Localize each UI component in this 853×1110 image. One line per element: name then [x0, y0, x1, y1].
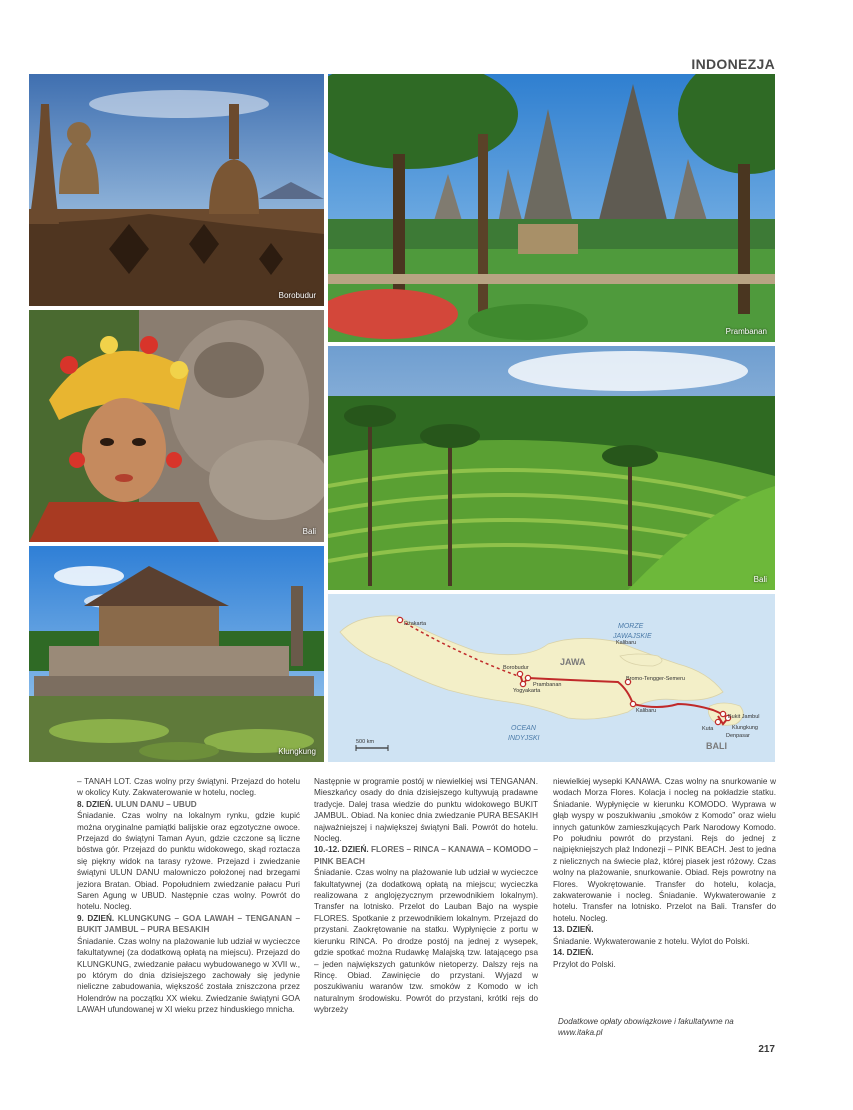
day-10-heading [314, 844, 538, 867]
map-place-denpasar: Denpasar [726, 733, 750, 739]
caption-prambanan: Prambanan [725, 327, 767, 336]
map-place-bukit-jambul: Bukit Jambul [728, 714, 760, 720]
page-number: 217 [758, 1044, 775, 1055]
map-island-bali: BALI [706, 741, 727, 751]
route-map [328, 594, 775, 762]
col3-intro: niewielkiej wysepki KANAWA. Czas wolny na snurkowanie w wodach Morza Flores. Kolacja i nocleg na pokładzie statku. Śniadanie. Wypłynięcie w kierunku KOMODO. Wyprawa w głąb wyspy w poszukiwaniu „smoków z Komodo” oraz wielu innych gatunków zamieszkujących Park Narodowy Komodo. Po południu powrót do przystani. Rejs do jednej z najpiękniejszych plaż Indonezji – PINK BEACH. Jest to jedna z nielicznych na świecie plaż, której piasek jest różowy. Czas wolny na plażowanie, snurkowanie. Obiad. Rejs powrotny na Flores. Wyokrętowanie. Transfer do hotelu, kolacja, zakwaterowanie i nocleg. Śniadanie. Wykwaterowanie z hotelu. Transfer na lotnisko. Przelot na Bali. Transfer do hotelu. Nocleg. [553, 777, 776, 923]
day-10-text: Śniadanie. Czas wolny na plażowanie lub udział w wycieczce fakultatywnej (za dodatkową opłatą na miejscu; wycieczka realizowana z anglojęzycznym przewodnikiem lokalnym). Transfer na lotnisko. Przelot do Lauban Bajo na wyspie FLORES. Spotkanie z przewodnikiem lokalnym. Przejazd do przystani. Zaokrętowanie na statku. Wypłynięcie z portu w kierunku RINCA. Po drodze postój na jednej z wysepek, gdzie spotkać można Rudawkę Malajską tzw. latającego psa – jeden największych gatunków nietoperzy. Dalszy rejs na Rincę. Obiad. Zawinięcie do przystani. Wyjazd w poszukiwaniu waranów tzw. smoków z Komodo w ich naturalnym środowisku. Powrót do przystani, krótki rejs do wybrzeży [314, 868, 538, 1015]
day-10-title: FLORES – RINCA – KANAWA – KOMODO – PINK BEACH [314, 845, 538, 866]
text-column-1 [77, 776, 300, 1016]
day-9-text: Śniadanie. Czas wolny na plażowanie lub udział w wycieczce fakultatywnej (za dodatkową opłatą na miejscu). Przejazd do KLUNGKUNG, zwiedzanie pałacu wybudowanego w XVII w., po którym do dnia dzisiejszego zachowały się jedynie nieliczne zabudowania, większość została zniszczona przez Holendrów na początku XX wieku. Zwiedzanie świątyni GOA LAWAH ufundowanej w XI wieku przez hinduskiego mnicha. [77, 936, 300, 1015]
map-sea-label-1: MORZE [618, 623, 644, 630]
map-scale-label: 500 km [356, 739, 375, 745]
caption-klungkung: Klungkung [278, 747, 316, 756]
map-place-klungkung: Klungkung [732, 725, 758, 731]
day-9-number: 9. DZIEŃ. [77, 913, 115, 923]
day-8-heading [77, 799, 300, 810]
day-9-heading [77, 913, 300, 936]
map-sea-label-2: JAWAJSKIE [613, 633, 652, 640]
caption-borobudur: Borobudur [278, 291, 316, 300]
text-column-2 [314, 776, 538, 1016]
caption-bali-dancer: Bali [302, 527, 316, 536]
day-14-text: Przylot do Polski. [553, 959, 616, 969]
photo-bali-terraces [328, 346, 775, 590]
map-place-kalibaru-north: Kalibaru [616, 640, 637, 646]
country-heading: INDONEZJA [691, 56, 775, 72]
day-8-title: ULUN DANU – UBUD [115, 799, 197, 809]
day-8-text: Śniadanie. Czas wolny na lokalnym rynku, gdzie kupić można oryginalne pamiątki balijskie oraz egzotyczne owoce. Przejazd do świątyni Taman Ayun, gdzie czczone są liczne bóstwa gór. Przejazd do punktu widokowego, skąd roztacza się piękny widok na tarasy ryżowe. Przejazd i zwiedzanie świątyni ULUN DANU malowniczo położonej nad brzegami jeziora Bratan. Obiad. Popołudniem zwiedzanie pałacu Puri Saren Agung w UBUD. Następnie czas wolny. Powrót do hotelu. Nocleg. [77, 811, 300, 912]
photo-klungkung [29, 546, 324, 762]
text-column-3 [553, 776, 776, 970]
map-place-jakarta: Dżakarta [404, 621, 427, 627]
day-10-number: 10.-12. DZIEŃ. [314, 845, 369, 855]
map-place-kalibaru-south: Kalibaru [636, 708, 657, 714]
col2-intro: Następnie w programie postój w niewielkiej wsi TENGANAN. Mieszkańcy osady do dnia dzisiejszego kultywują pradawne tradycje. Dalej trasa wiedzie do punktu widokowego BUKIT JAMBUL. Obiad. Na koniec dnia zwiedzanie PURA BESAKIH najważniejszej i największej świątyni Bali. Powrót do hotelu. Nocleg. [314, 777, 538, 844]
map-place-kuta: Kuta [702, 726, 714, 732]
map-place-borobudur: Borobudur [503, 665, 529, 671]
map-ocean-label-2: INDYJSKI [508, 735, 540, 742]
photo-prambanan [328, 74, 775, 342]
day-13-text: Śniadanie. Wykwaterowanie z hotelu. Wylot do Polski. [553, 936, 750, 946]
day-9-title: KLUNGKUNG – GOA LAWAH – TENGANAN – BUKIT JAMBUL – PURA BESAKIH [77, 913, 300, 935]
photo-bali-dancer [29, 310, 324, 542]
day-8-number: 8. DZIEŃ. [77, 799, 113, 809]
day-14-heading: 14. DZIEŃ. [553, 948, 594, 958]
photo-borobudur [29, 74, 324, 306]
map-place-bromo: Bromo-Tengger-Semeru [626, 676, 685, 682]
extra-fees-note: Dodatkowe opłaty obowiązkowe i fakultatywne na www.itaka.pl [558, 1017, 734, 1037]
map-island-jawa: JAWA [560, 657, 586, 667]
map-place-yogyakarta: Yogyakarta [513, 688, 541, 694]
col1-intro: – TANAH LOT. Czas wolny przy świątyni. Przejazd do hotelu w okolicy Kuty. Zakwaterowanie w hotelu, nocleg. [77, 777, 300, 798]
day-13-heading: 13. DZIEŃ. [553, 925, 594, 935]
caption-bali-terraces: Bali [753, 575, 767, 584]
map-place-prambanan: Prambanan [533, 682, 562, 688]
map-ocean-label-1: OCEAN [511, 725, 536, 732]
